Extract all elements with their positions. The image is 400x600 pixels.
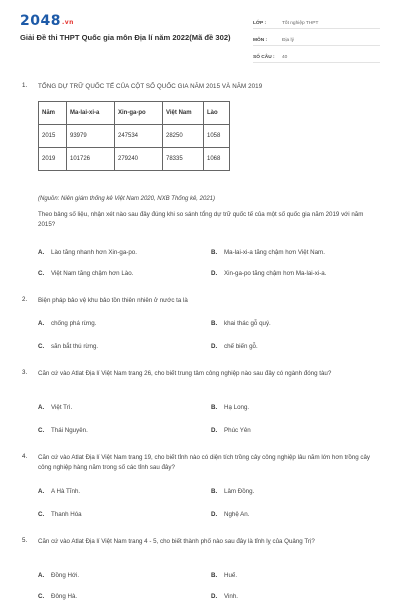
exam-title: Giải Đề thi THPT Quốc gia môn Địa lí năm 2022(Mã đề 302)	[20, 33, 231, 42]
table-cell: 2019	[39, 148, 67, 171]
table-cell: 101726	[67, 148, 115, 171]
option-letter: B.	[211, 320, 218, 327]
exam-meta	[253, 14, 380, 65]
option-letter: B.	[211, 404, 218, 411]
option-text: Hạ Long.	[224, 404, 250, 411]
answer-option-d[interactable]	[211, 343, 258, 350]
answer-option-b[interactable]	[211, 572, 237, 579]
option-letter: A.	[38, 249, 45, 256]
option-text: Phúc Yên	[224, 427, 251, 434]
question-prompt: Biện pháp bảo vệ khu bảo tồn thiên nhiên ở nước ta là	[38, 297, 188, 304]
table-header: Xin-ga-po	[115, 102, 163, 125]
table-cell: 78335	[163, 148, 204, 171]
meta-label: LỚP :	[253, 21, 267, 26]
question-prompt: Căn cứ vào Atlat Địa lí Việt Nam trang 19, cho biết tỉnh nào có diện tích trồng cây công nghiệp lâu năm lớn hơn trồng cây công nghiệp hàng năm trong số các tỉnh sau đây?	[38, 454, 371, 472]
option-text: Thanh Hóa	[51, 511, 82, 518]
option-letter: D.	[211, 270, 218, 277]
option-letter: B.	[211, 572, 218, 579]
data-table	[38, 101, 230, 171]
answer-option-d[interactable]	[211, 593, 238, 600]
option-letter: C.	[38, 270, 45, 277]
answer-option-b[interactable]	[211, 249, 325, 256]
answer-option-d[interactable]	[211, 270, 326, 277]
answer-option-c[interactable]	[38, 511, 82, 518]
answer-option-c[interactable]	[38, 343, 98, 350]
table-cell: 2015	[39, 125, 67, 148]
option-text: Ma-lai-xi-a tăng chậm hơn Việt Nam.	[224, 249, 325, 256]
option-text: chống phá rừng.	[51, 320, 97, 327]
option-text: Thái Nguyên.	[51, 427, 88, 434]
option-letter: C.	[38, 427, 45, 434]
table-cell: 1068	[204, 148, 230, 171]
question-prompt: Theo bảng số liệu, nhận xét nào sau đây đúng khi so sánh tổng dự trữ quốc tế của một số quốc gia năm 2019 với năm 2015?	[38, 211, 364, 229]
question-prompt: Căn cứ vào Atlat Địa lí Việt Nam trang 26, cho biết trung tâm công nghiệp nào sau đây có ngành đóng tàu?	[38, 370, 332, 377]
question-number: 1.	[22, 82, 28, 89]
answer-option-b[interactable]	[211, 404, 249, 411]
option-letter: C.	[38, 343, 45, 350]
option-text: săn bắt thú rừng.	[51, 343, 99, 350]
option-text: Nghệ An.	[224, 511, 250, 518]
meta-value: 40	[282, 55, 288, 60]
option-text: A Hà Tĩnh.	[51, 488, 81, 495]
site-logo[interactable]	[20, 13, 74, 29]
option-letter: A.	[38, 320, 45, 327]
option-letter: C.	[38, 593, 45, 600]
question-number: 3.	[22, 369, 28, 376]
answer-option-b[interactable]	[211, 320, 271, 327]
answer-option-a[interactable]	[38, 572, 79, 579]
answer-option-a[interactable]	[38, 249, 137, 256]
option-text: Đồng Hới.	[51, 572, 80, 579]
table-row	[39, 125, 230, 148]
meta-row-question-count	[253, 48, 380, 63]
option-letter: D.	[211, 427, 218, 434]
option-letter: C.	[38, 511, 45, 518]
table-cell: 28250	[163, 125, 204, 148]
table-header: Năm	[39, 102, 67, 125]
answer-option-c[interactable]	[38, 593, 77, 600]
meta-row-class	[253, 14, 380, 29]
option-letter: A.	[38, 404, 45, 411]
option-text: Lâm Đồng.	[224, 488, 255, 495]
page-header	[0, 0, 400, 74]
table-cell: 247534	[115, 125, 163, 148]
question-number: 5.	[22, 537, 28, 544]
option-letter: D.	[211, 511, 218, 518]
question-heading: TỔNG DỰ TRỮ QUỐC TẾ CỦA CỘT SỐ QUỐC GIA NĂM 2015 VÀ NĂM 2019	[38, 83, 263, 90]
option-letter: A.	[38, 572, 45, 579]
option-text: chế biến gỗ.	[224, 343, 258, 350]
meta-label: SỐ CÂU :	[253, 55, 275, 60]
option-text: Đông Hà.	[51, 593, 78, 600]
question-prompt: Căn cứ vào Atlat Địa lí Việt Nam trang 4 - 5, cho biết thành phố nào sau đây là tỉnh lỵ của Quảng Trị?	[38, 538, 315, 545]
option-text: Xin-ga-po tăng chậm hơn Ma-lai-xi-a.	[224, 270, 327, 277]
answer-option-d[interactable]	[211, 511, 249, 518]
option-text: Lào tăng nhanh hơn Xin-ga-po.	[51, 249, 137, 256]
answer-option-a[interactable]	[38, 488, 80, 495]
logo-suffix: .vn	[61, 19, 74, 26]
answer-option-d[interactable]	[211, 427, 251, 434]
option-letter: D.	[211, 343, 218, 350]
table-header-row	[39, 102, 230, 125]
answer-option-a[interactable]	[38, 320, 96, 327]
table-row	[39, 148, 230, 171]
answer-option-b[interactable]	[211, 488, 254, 495]
option-letter: B.	[211, 249, 218, 256]
table-header: Lào	[204, 102, 230, 125]
answer-option-c[interactable]	[38, 427, 88, 434]
answer-option-c[interactable]	[38, 270, 133, 277]
meta-value: Tốt nghiệp THPT	[282, 21, 319, 26]
meta-value: Địa lý	[282, 38, 294, 43]
option-letter: D.	[211, 593, 218, 600]
option-text: Huế.	[224, 572, 238, 579]
option-text: Vinh.	[224, 593, 238, 600]
option-text: khai thác gỗ quý.	[224, 320, 271, 327]
table-cell: 93979	[67, 125, 115, 148]
question-number: 4.	[22, 453, 28, 460]
meta-label: MÔN :	[253, 38, 268, 43]
meta-row-subject	[253, 31, 380, 46]
table-source: (Nguồn: Niên giám thống kê Việt Nam 2020, NXB Thống kê, 2021)	[38, 196, 215, 202]
option-text: Việt Nam tăng chậm hơn Lào.	[51, 270, 134, 277]
option-letter: A.	[38, 488, 45, 495]
table-header: Ma-lai-xi-a	[67, 102, 115, 125]
table-header: Việt Nam	[163, 102, 204, 125]
option-text: Việt Trì.	[51, 404, 73, 411]
logo-brand: 2048	[20, 13, 61, 29]
question-number: 2.	[22, 296, 28, 303]
table-cell: 279240	[115, 148, 163, 171]
option-letter: B.	[211, 488, 218, 495]
answer-option-a[interactable]	[38, 404, 72, 411]
table-cell: 1058	[204, 125, 230, 148]
